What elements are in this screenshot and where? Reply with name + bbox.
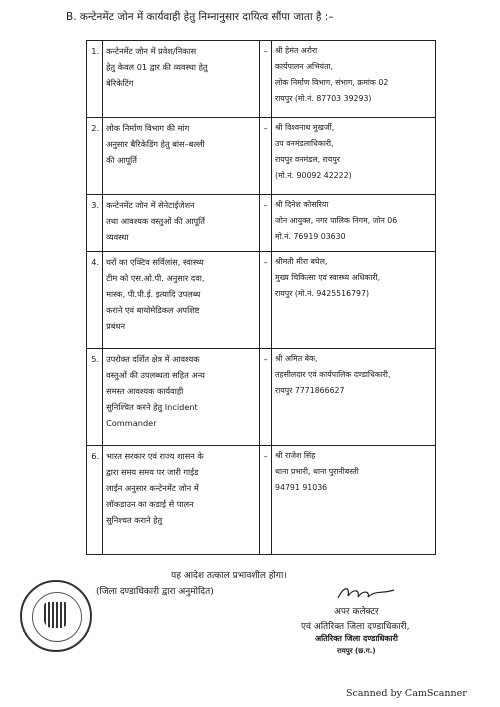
signature: [336, 584, 396, 602]
officer-line: श्री राजेश सिंह: [275, 451, 316, 460]
officer-line: श्री विश्वनाथ मुखर्जी,: [275, 123, 335, 132]
responsible-officer: [272, 252, 436, 349]
officer-line: मुख्य चिकित्सा एवं स्वास्थ्य अधिकारी,: [275, 273, 381, 282]
row-number: 2.: [87, 118, 103, 195]
officer-line: श्री दिनेश कोसरिया: [275, 200, 329, 209]
responsible-officer: [272, 195, 436, 252]
approval-note: (जिला दण्डाधिकारी द्वारा अनुमोदित): [96, 587, 214, 597]
row-number: 3.: [87, 195, 103, 252]
designation-stamp-line: अतिरिक्त जिला दण्डाधिकारी: [315, 634, 398, 643]
task-line: कन्टेनमेंट जोन में सेनेटाईजेशन: [106, 200, 195, 210]
officer-line: श्री अमित बेक,: [275, 354, 318, 363]
table-row: [87, 41, 436, 118]
task-line: की आपूर्ति: [106, 155, 137, 165]
separator-dash: –: [259, 446, 271, 555]
separator-dash: –: [259, 252, 271, 349]
task-line: समस्त आवश्यक कार्यवाही: [106, 386, 184, 396]
responsible-officer: [272, 118, 436, 195]
separator-dash: –: [259, 195, 271, 252]
row-number: 4.: [87, 252, 103, 349]
officer-line: श्रीमती मीरा बघेल,: [275, 257, 328, 266]
task-line: कन्टेनमेंट जोन में प्रवेश/निकास: [106, 46, 197, 56]
officer-line: रायपुर (मो.नं. 9425516797): [275, 289, 369, 298]
task-line: भारत सरकार एवं राज्य शासन के: [106, 451, 204, 461]
row-number: 1.: [87, 41, 103, 118]
task-description: [103, 41, 260, 118]
table-row: [87, 195, 436, 252]
section-heading: B. कन्टेनमेंट जोन में कार्यवाही हेतु निम्नानुसार दायित्व सौंपा जाता है :–: [66, 11, 334, 23]
designation-line-2: एवं अतिरिक्त जिला दण्डाधिकारी,: [301, 622, 410, 632]
task-line: घरों का एक्टिव सर्विलांस, स्वास्थ्य: [106, 257, 204, 267]
task-line: मास्क, पी.पी.ई. इत्यादि उपलब्ध: [106, 289, 201, 299]
separator-dash: –: [259, 349, 271, 446]
task-line: व्यवस्था: [106, 232, 129, 242]
separator-dash: –: [259, 41, 271, 118]
separator-dash: –: [259, 118, 271, 195]
officer-line: उप वनमंडलाधिकारी,: [275, 139, 334, 148]
row-number: 5.: [87, 349, 103, 446]
task-line: लोक निर्माण विभाग की मांग: [106, 123, 190, 133]
officer-line: (मो.नं. 90092 42222): [275, 171, 352, 180]
table-row: [87, 118, 436, 195]
task-line: प्रबंधन: [106, 321, 125, 331]
table-row: [87, 252, 436, 349]
task-line: तथा आवश्यक वस्तुओं की आपूर्ति: [106, 216, 205, 226]
task-line: अनुसार बैरिकेडिंग हेतु बांस–बल्ली: [106, 139, 205, 149]
task-line: हेतु केवल 01 द्वार की व्यवस्था हेतु: [106, 62, 208, 72]
responsibility-table: [86, 40, 436, 555]
responsible-officer: [272, 349, 436, 446]
officer-line: थाना प्रभारी, थाना पुरानीबस्ती: [275, 467, 359, 476]
task-line: लॉकडाउन का कडाई से पालन: [106, 499, 194, 509]
officer-line: तहसीलदार एवं कार्यपालिक दण्डाधिकारी,: [275, 370, 391, 379]
task-line: सुनिश्चित करने हेतु Incident: [106, 402, 198, 412]
official-seal: [20, 580, 92, 652]
officer-line: कार्यपालन अभियंता,: [275, 62, 334, 71]
task-description: [103, 349, 260, 446]
task-line: वस्तुओं की उपलब्धता सहित अन्य: [106, 370, 205, 380]
task-line: उपरोक्त दर्शित क्षेत्र में आवश्यक: [106, 354, 200, 364]
task-line: लाईन अनुसार कन्टेनमेंट जोन में: [106, 483, 199, 493]
task-line: बेरिकेटिंग: [106, 78, 134, 88]
table-row: [87, 446, 436, 555]
officer-line: श्री हेमंत अरोरा: [275, 46, 318, 55]
responsible-officer: [272, 41, 436, 118]
officer-line: मो.नं. 76919 03630: [275, 232, 346, 241]
task-line: कराने एवं बायोमेडिकल अपशिष्ट: [106, 305, 200, 315]
officer-line: 94791 91036: [275, 483, 328, 492]
task-line: Commander: [106, 418, 157, 428]
officer-line: रायपुर वनमंडल, रायपुर: [275, 155, 340, 164]
task-description: [103, 195, 260, 252]
emblem-icon: [44, 602, 68, 628]
task-line: टीम को एस.ओ.पी. अनुसार दवा,: [106, 273, 205, 283]
table-row: [87, 349, 436, 446]
row-number: 6.: [87, 446, 103, 555]
task-line: सुनिश्चत कराने हेतु: [106, 515, 163, 525]
scanner-watermark: Scanned by CamScanner: [346, 688, 467, 699]
task-description: [103, 118, 260, 195]
order-effective-note: यह आदेश तत्काल प्रभावशील होगा।: [171, 571, 287, 581]
officer-line: रायपुर 7771866627: [275, 386, 345, 395]
task-description: [103, 252, 260, 349]
officer-line: जोन आयुक्त, नगर पालिक निगम, जोन 06: [275, 216, 398, 225]
task-description: [103, 446, 260, 555]
designation-stamp-place: रायपुर (छ.ग.): [337, 647, 376, 655]
designation-line-1: अपर कलेक्टर: [334, 607, 379, 617]
officer-line: लोक निर्माण विभाग, संभाग, क्रमांक 02: [275, 78, 389, 87]
officer-line: रायपुर (मो.नं. 87703 39293): [275, 94, 372, 103]
task-line: द्वारा समय समय पर जारी गाईड: [106, 467, 199, 477]
responsible-officer: [272, 446, 436, 555]
